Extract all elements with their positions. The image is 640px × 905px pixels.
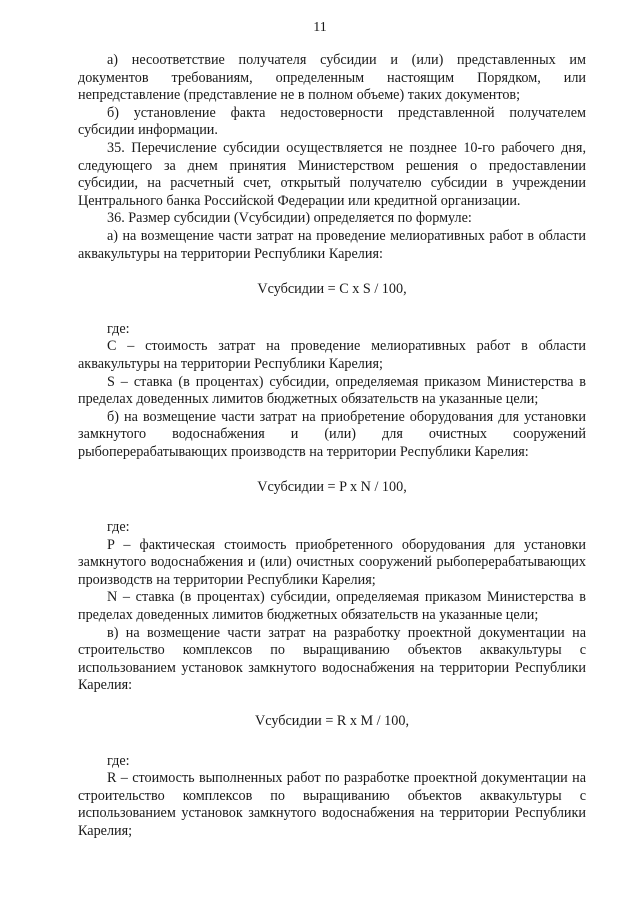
paragraph-35-transfer: 35. Перечисление субсидии осуществляется не позднее 10-го рабочего дня, следующего за днем принятия Министерством решения о предоставлении субсидии, на расчетный счет, открытый получателю субсидии в учреждении Центрального банка Российской Федерации или кредитной организации. (78, 139, 586, 209)
formula-1: Vсубсидии = С х S / 100, (257, 281, 407, 298)
document-body (78, 52, 586, 841)
where-label-1: где: (107, 320, 130, 337)
paragraph-b-equipment: б) на возмещение части затрат на приобретение оборудования для установки замкнутого водоснабжения и (или) для очистных сооружений рыбоперерабатывающих производств на территории Республики Карелия: (78, 408, 586, 460)
page-number: 11 (313, 20, 327, 35)
where-label-2: где: (107, 519, 130, 536)
paragraph-b-false-info: б) установление факта недостоверности представленной получателем субсидии информации. (78, 104, 586, 139)
definition-p: P – фактическая стоимость приобретенного оборудования для установки замкнутого водоснабжения и (или) очистных сооружений рыбоперерабатывающих производств на территории Республики Карелия; (78, 536, 586, 588)
formula-2: Vсубсидии = P х N / 100, (257, 479, 407, 496)
paragraph-a-melioration: а) на возмещение части затрат на проведение мелиоративных работ в области аквакультуры на территории Республики Карелия: (78, 227, 586, 262)
paragraph-v-design-docs: в) на возмещение части затрат на разработку проектной документации на строительство комплексов по выращиванию объектов аквакультуры с использованием установок замкнутого водоснабжения на территории Республики Карелия: (78, 624, 586, 694)
paragraph-36-amount: 36. Размер субсидии (Vсубсидии) определяется по формуле: (107, 210, 472, 227)
definition-s: S – ставка (в процентах) субсидии, определяемая приказом Министерства в пределах доведенных лимитов бюджетных обязательств на указанные цели; (78, 373, 586, 408)
paragraph-a-noncompliance: а) несоответствие получателя субсидии и (или) представленных им документов требованиям, определенным настоящим Порядком, или непредставление (представление не в полном объеме) таких документов; (78, 52, 586, 104)
formula-3: Vсубсидии = R х M / 100, (255, 713, 409, 729)
definition-n: N – ставка (в процентах) субсидии, определяемая приказом Министерства в пределах доведенных лимитов бюджетных обязательств на указанные цели; (78, 589, 586, 624)
definition-c: С – стоимость затрат на проведение мелиоративных работ в области аквакультуры на территории Республики Карелия; (78, 338, 586, 372)
definition-r: R – стоимость выполненных работ по разработке проектной документации на строительство комплексов по выращиванию объектов аквакультуры с использованием установок замкнутого водоснабжения на территории Республики Карелия; (78, 770, 586, 839)
where-label-3: где: (107, 752, 130, 769)
